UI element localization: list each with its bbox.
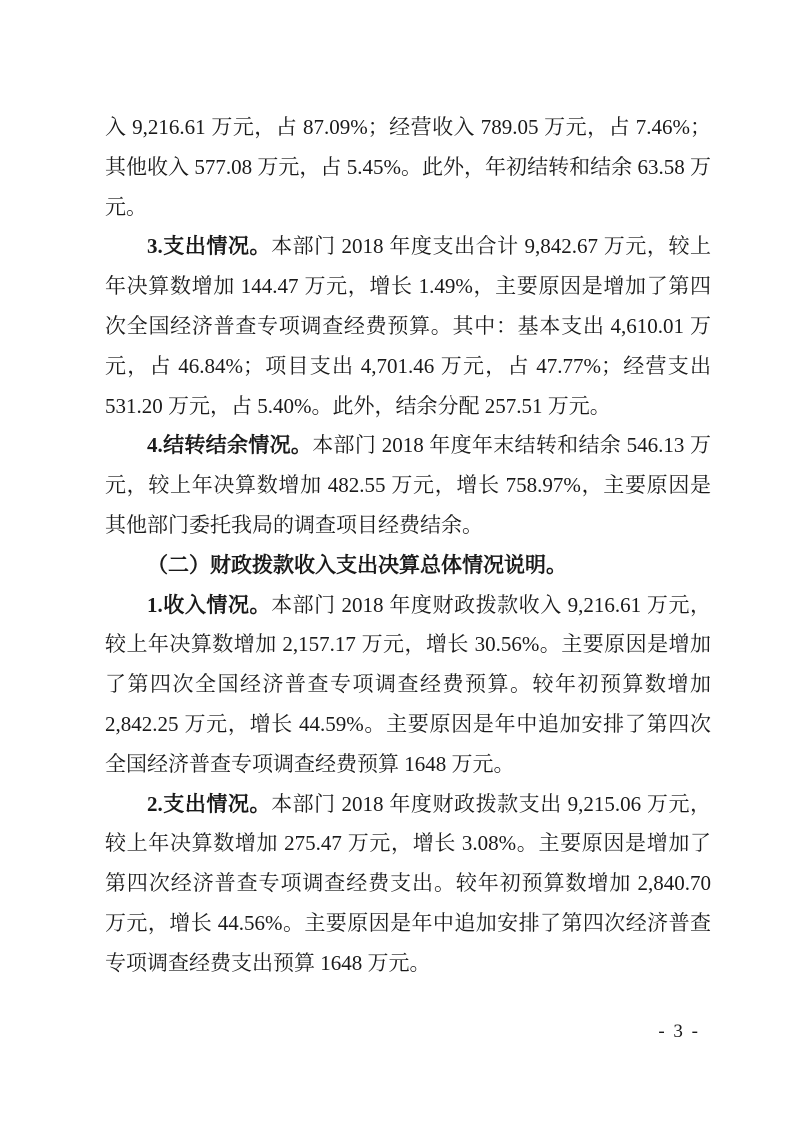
- paragraph-lead-label: （二）财政拨款收入支出决算总体情况说明。: [147, 552, 567, 577]
- paragraph-lead-label: 2.支出情况。: [147, 791, 272, 816]
- paragraph: [105, 426, 711, 545]
- paragraph-text: 本部门 2018 年度财政拨款支出 9,215.06 万元，较上年决算数增加 275.47 万元，增长 3.08%。主要原因是增加了第四次经济普查专项调查经费支出。较年初预算数增加 2,840.70 万元，增长 44.56%。主要原因是年中追加安排了第四次经济普查专项调查经费支出预算 1648 万元。: [105, 791, 712, 975]
- paragraph-lead-label: 4.结转结余情况。: [147, 433, 313, 458]
- paragraph-lead-label: 3.支出情况。: [147, 234, 272, 259]
- paragraph: [105, 108, 711, 227]
- paragraph-text: 本部门 2018 年度年末结转和结余 546.13 万元，较上年决算数增加 482.55 万元，增长 758.97%，主要原因是其他部门委托我局的调查项目经费结余。: [105, 433, 711, 537]
- paragraph-text: 本部门 2018 年度财政拨款收入 9,216.61 万元，较上年决算数增加 2,157.17 万元，增长 30.56%。主要原因是增加了第四次全国经济普查专项调查经费预算。较年初预算数增加 2,842.25 万元，增长 44.59%。主要原因是年中追加安排了第四次全国经济普查专项调查经费预算 1648 万元。: [105, 592, 712, 776]
- section-heading: [105, 546, 711, 586]
- paragraph: [105, 227, 711, 426]
- paragraph: [105, 785, 711, 984]
- paragraph: [105, 586, 711, 785]
- page-number: - 3 -: [658, 1021, 700, 1042]
- paragraph-lead-label: 1.收入情况。: [147, 592, 272, 617]
- paragraph-text: 本部门 2018 年度支出合计 9,842.67 万元，较上年决算数增加 144.47 万元，增长 1.49%，主要原因是增加了第四次全国经济普查专项调查经费预算。其中：基本支出 4,610.01 万元，占 46.84%；项目支出 4,701.46 万元，占 47.77%；经营支出 531.20 万元，占 5.40%。此外，结余分配 257.51 万元。: [105, 234, 712, 418]
- document-body: [105, 108, 711, 984]
- paragraph-text: 入 9,216.61 万元，占 87.09%；经营收入 789.05 万元，占 7.46%；其他收入 577.08 万元，占 5.45%。此外，年初结转和结余 63.58 万元。: [105, 115, 711, 219]
